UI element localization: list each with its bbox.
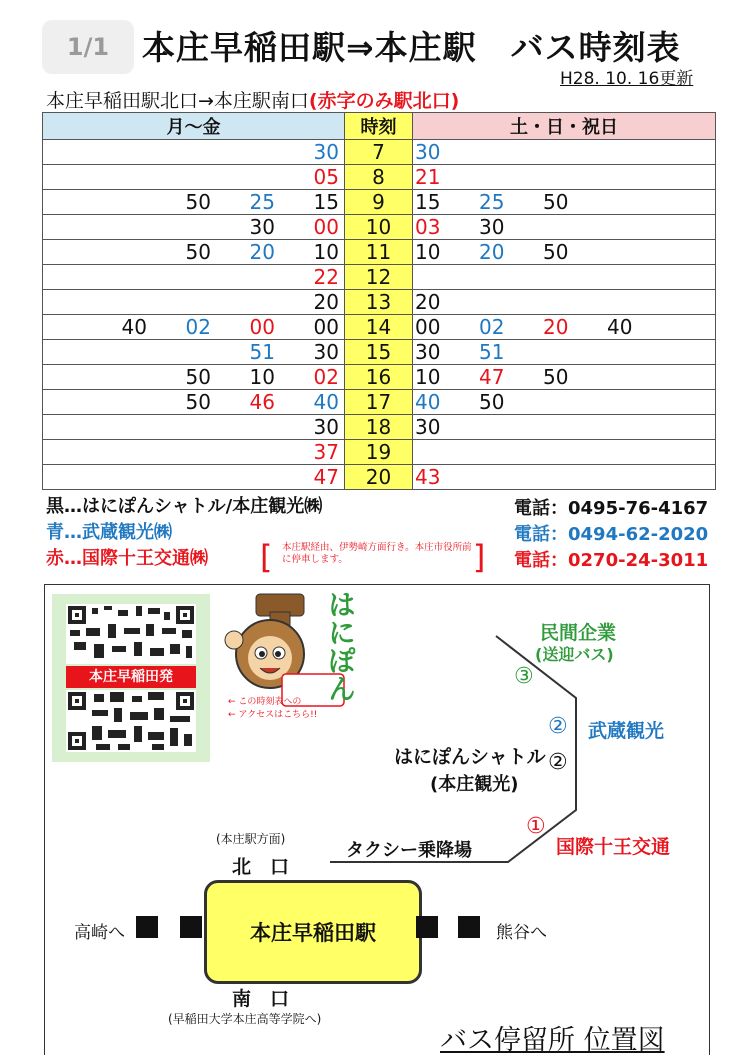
departure-minute: 21 bbox=[415, 165, 441, 189]
departure-minute: 30 bbox=[313, 415, 339, 439]
weekend-header: 土・日・祝日 bbox=[413, 113, 716, 140]
departure-minute: 10 bbox=[415, 365, 441, 389]
south-sub: (早稲田大学本庄高等学院へ) bbox=[168, 1012, 322, 1026]
departure-minute: 40 bbox=[607, 315, 633, 339]
track-marker bbox=[458, 916, 480, 938]
departure-minute: 20 bbox=[313, 290, 339, 314]
station-name: 本庄早稲田駅 bbox=[250, 921, 376, 945]
hour-header: 時刻 bbox=[345, 113, 413, 140]
departure-minute: 50 bbox=[185, 240, 211, 264]
weekday-header: 月～金 bbox=[43, 113, 345, 140]
track-marker bbox=[180, 916, 202, 938]
track-marker bbox=[416, 916, 438, 938]
departure-minute: 00 bbox=[313, 315, 339, 339]
east-direction: 熊谷へ bbox=[496, 923, 547, 943]
legend-red: 赤…国際十王交通㈱ bbox=[46, 548, 208, 569]
hour-cell: 17 bbox=[345, 390, 413, 415]
phone-red: 電話：0270-24-3011 bbox=[514, 550, 709, 571]
departure-minute: 10 bbox=[249, 365, 275, 389]
departure-minute: 37 bbox=[313, 440, 339, 464]
stop-2b-marker: ② bbox=[548, 750, 568, 775]
stop-3-marker: ③ bbox=[514, 664, 534, 689]
departure-minute: 50 bbox=[543, 365, 569, 389]
private-label: 民間企業 bbox=[540, 622, 617, 644]
stop-2-marker: ② bbox=[548, 714, 568, 739]
map-title: バス停留所 位置図 bbox=[440, 1025, 665, 1056]
departure-minute: 15 bbox=[313, 190, 339, 214]
hour-cell: 18 bbox=[345, 415, 413, 440]
departure-minute: 00 bbox=[415, 315, 441, 339]
departure-minute: 46 bbox=[249, 390, 275, 414]
departure-minute: 30 bbox=[415, 140, 441, 164]
departure-minute: 10 bbox=[313, 240, 339, 264]
hour-cell: 12 bbox=[345, 265, 413, 290]
departure-minute: 50 bbox=[185, 190, 211, 214]
departure-minute: 30 bbox=[249, 215, 275, 239]
updated-date: H28. 10. 16更新 bbox=[560, 69, 694, 89]
departure-minute: 40 bbox=[313, 390, 339, 414]
mascot-name: はにぽん bbox=[324, 590, 357, 702]
departure-minute: 50 bbox=[185, 390, 211, 414]
hour-cell: 15 bbox=[345, 340, 413, 365]
phone-blue: 電話：0494-62-2020 bbox=[514, 524, 709, 545]
departure-minute: 20 bbox=[479, 240, 505, 264]
departure-minute: 50 bbox=[543, 240, 569, 264]
stop-1-marker: ① bbox=[526, 814, 546, 839]
phone-black: 電話：0495-76-4167 bbox=[514, 498, 709, 519]
hour-cell: 7 bbox=[345, 140, 413, 165]
shuttle-sub: (本庄観光) bbox=[430, 774, 519, 795]
departure-minute: 02 bbox=[479, 315, 505, 339]
qr-label: 本庄早稲田発 bbox=[66, 666, 196, 688]
departure-minute: 05 bbox=[313, 165, 339, 189]
shuttle-label: はにぽんシャトル bbox=[394, 746, 546, 768]
hour-cell: 8 bbox=[345, 165, 413, 190]
stop-2-label: 武蔵観光 bbox=[588, 720, 665, 742]
departure-minute: 30 bbox=[313, 140, 339, 164]
departure-minute: 02 bbox=[313, 365, 339, 389]
hour-cell: 9 bbox=[345, 190, 413, 215]
mascot-caption: ← この時刻表への ← アクセスはこちら!! bbox=[228, 697, 318, 720]
red-note: 本庄駅経由、伊勢崎方面行き。本庄市役所前に停車します。 bbox=[282, 542, 472, 565]
departure-minute: 15 bbox=[415, 190, 441, 214]
taxi-label: タクシー乗降場 bbox=[346, 840, 472, 861]
departure-minute: 25 bbox=[249, 190, 275, 214]
route-main: 本庄早稲田駅北口→本庄駅南口 bbox=[46, 90, 309, 112]
page-title: 本庄早稲田駅⇒本庄駅 バス時刻表 bbox=[142, 28, 681, 67]
departure-minute: 30 bbox=[415, 340, 441, 364]
hour-cell: 19 bbox=[345, 440, 413, 465]
departure-minute: 00 bbox=[313, 215, 339, 239]
departure-minute: 25 bbox=[479, 190, 505, 214]
track-marker bbox=[136, 916, 158, 938]
departure-minute: 47 bbox=[313, 465, 339, 489]
page-indicator: 1/1 bbox=[42, 20, 134, 74]
departure-minute: 30 bbox=[313, 340, 339, 364]
north-sub: (本庄駅方面) bbox=[216, 832, 286, 846]
departure-minute: 00 bbox=[249, 315, 275, 339]
departure-minute: 51 bbox=[479, 340, 505, 364]
legend-blue: 青…武蔵観光㈱ bbox=[46, 522, 172, 543]
departure-minute: 20 bbox=[543, 315, 569, 339]
departure-minute: 02 bbox=[185, 315, 211, 339]
departure-minute: 50 bbox=[543, 190, 569, 214]
route-note: (赤字のみ駅北口) bbox=[308, 90, 460, 112]
departure-minute: 50 bbox=[185, 365, 211, 389]
hour-cell: 14 bbox=[345, 315, 413, 340]
departure-minute: 43 bbox=[415, 465, 441, 489]
private-sub: (送迎バス) bbox=[535, 645, 614, 664]
departure-minute: 51 bbox=[249, 340, 275, 364]
station-box bbox=[204, 880, 422, 984]
departure-minute: 47 bbox=[479, 365, 505, 389]
west-direction: 高崎へ bbox=[74, 923, 125, 943]
stop-1-label: 国際十王交通 bbox=[556, 836, 671, 858]
south-exit: 南 口 bbox=[232, 988, 290, 1010]
departure-minute: 30 bbox=[415, 415, 441, 439]
departure-minute: 22 bbox=[313, 265, 339, 289]
departure-minute: 20 bbox=[249, 240, 275, 264]
legend-black: 黒…はにぽんシャトル/本庄観光㈱ bbox=[46, 496, 323, 517]
hour-cell: 10 bbox=[345, 215, 413, 240]
hour-cell: 20 bbox=[345, 465, 413, 490]
departure-minute: 03 bbox=[415, 215, 441, 239]
hour-cell: 11 bbox=[345, 240, 413, 265]
departure-minute: 40 bbox=[415, 390, 441, 414]
departure-minute: 50 bbox=[479, 390, 505, 414]
departure-minute: 40 bbox=[121, 315, 147, 339]
north-exit: 北 口 bbox=[232, 856, 290, 878]
hour-cell: 16 bbox=[345, 365, 413, 390]
departure-minute: 30 bbox=[479, 215, 505, 239]
departure-minute: 20 bbox=[415, 290, 441, 314]
departure-minute: 10 bbox=[415, 240, 441, 264]
red-note-bracket: [ ] bbox=[260, 538, 486, 576]
hour-cell: 13 bbox=[345, 290, 413, 315]
